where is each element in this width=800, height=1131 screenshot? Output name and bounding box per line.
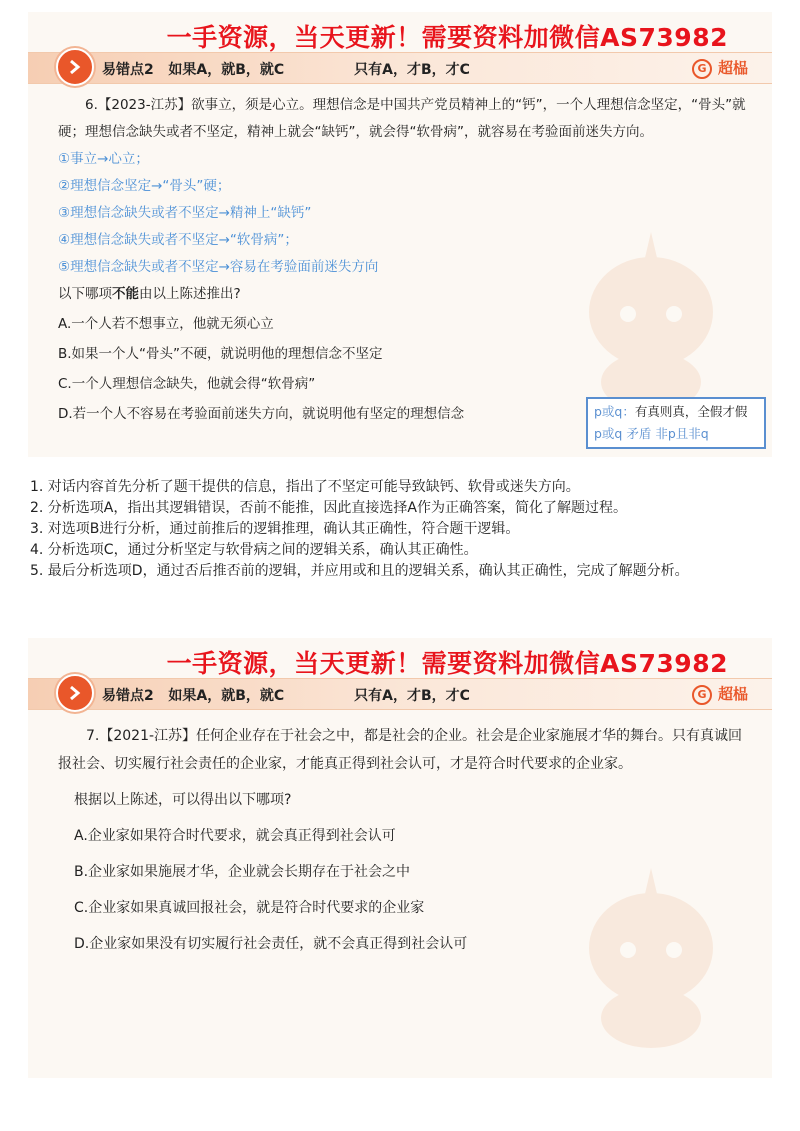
question-7	[58, 722, 750, 958]
option-c[interactable]: C.一个人理想信念缺失，他就会得“软骨病”	[58, 376, 316, 392]
hint-contradiction: p或q 矛盾 非p且非q	[594, 426, 709, 441]
statement-item: ⑤理想信念缺失或者不坚定→容易在考验面前迷失方向	[58, 259, 379, 275]
chevron-right-icon	[56, 674, 94, 712]
option-a[interactable]: A.企业家如果符合时代要求，就会真正得到社会认可	[74, 828, 396, 844]
hint-pq: p或q：	[594, 404, 635, 419]
section-rule-2: 只有A，才B，才C	[354, 62, 470, 78]
section-header	[28, 52, 772, 84]
analysis-list	[30, 477, 770, 582]
promo-banner: 一手资源，当天更新！需要资料加微信AS73982	[166, 649, 728, 678]
question-prompt: 根据以上陈述，可以得出以下哪项?	[74, 792, 292, 808]
section-title	[102, 685, 470, 705]
question-stem: 6.【2023-江苏】欲事立，须是心立。理想信念是中国共产党员精神上的“钙”，一个人理想信念坚定，“骨头”就硬；理想信念缺失或者不坚定，精神上就会“缺钙”，就会得“软骨病”，就容易在考验面前迷失方向。	[58, 97, 746, 140]
analysis-item: 3. 对选项B进行分析，通过前推后的逻辑推理，确认其正确性，符合题干逻辑。	[30, 521, 520, 537]
option-list	[58, 822, 750, 958]
option-c[interactable]: C.企业家如果真诚回报社会，就是符合时代要求的企业家	[74, 900, 425, 916]
option-b[interactable]: B.如果一个人“骨头”不硬，就说明他的理想信念不坚定	[58, 346, 383, 362]
section-label: 易错点2	[102, 688, 154, 704]
option-a[interactable]: A.一个人若不想事立，他就无须心立	[58, 316, 274, 332]
promo-banner: 一手资源，当天更新！需要资料加微信AS73982	[166, 23, 728, 52]
slide-1	[28, 12, 772, 457]
section-title	[102, 59, 470, 79]
statement-item: ③理想信念缺失或者不坚定→精神上“缺钙”	[58, 205, 312, 221]
statement-item: ②理想信念坚定→“骨头”硬；	[58, 178, 231, 194]
question-stem: 7.【2021-江苏】任何企业存在于社会之中，都是社会的企业。社会是企业家施展才华的舞台。只有真诚回报社会、切实履行社会责任的企业家，才能真正得到社会认可，才是符合时代要求的企业家。	[58, 728, 743, 772]
section-rule-1: 如果A，就B，就C	[168, 62, 285, 78]
option-b[interactable]: B.企业家如果施展才华，企业就会长期存在于社会之中	[74, 864, 411, 880]
option-d[interactable]: D.企业家如果没有切实履行社会责任，就不会真正得到社会认可	[74, 936, 468, 952]
section-rule-2: 只有A，才B，才C	[354, 688, 470, 704]
analysis-item: 1. 对话内容首先分析了题干提供的信息，指出了不坚定可能导致缺钙、软骨或迷失方向。	[30, 479, 580, 495]
question-prompt: 以下哪项不能由以上陈述推出?	[58, 286, 241, 302]
analysis-item: 4. 分析选项C，通过分析坚定与软骨病之间的逻辑关系，确认其正确性。	[30, 542, 478, 558]
brand-g-icon: G	[692, 59, 712, 79]
chevron-right-icon	[56, 48, 94, 86]
slide-2	[28, 638, 772, 1078]
brand-g-icon: G	[692, 685, 712, 705]
statement-item: ④理想信念缺失或者不坚定→“软骨病”；	[58, 232, 298, 248]
prompt-emphasis: 不能	[112, 286, 139, 302]
section-header	[28, 678, 772, 710]
analysis-item: 5. 最后分析选项D，通过否后推否前的逻辑，并应用或和且的逻辑关系，确认其正确性，完成了解题分析。	[30, 563, 689, 579]
statement-item: ①事立→心立；	[58, 151, 149, 167]
section-label: 易错点2	[102, 62, 154, 78]
brand-logo: G 超榀	[692, 683, 748, 705]
question-6	[58, 92, 750, 428]
section-rule-1: 如果A，就B，就C	[168, 688, 285, 704]
analysis-item: 2. 分析选项A，指出其逻辑错误，否前不能推，因此直接选择A作为正确答案，简化了解题过程。	[30, 500, 627, 516]
logic-hint-box	[586, 397, 766, 449]
hint-rule: 有真则真，全假才假	[634, 404, 748, 419]
brand-logo: G 超榀	[692, 57, 748, 79]
option-d[interactable]: D.若一个人不容易在考验面前迷失方向，就说明他有坚定的理想信念	[58, 406, 465, 422]
